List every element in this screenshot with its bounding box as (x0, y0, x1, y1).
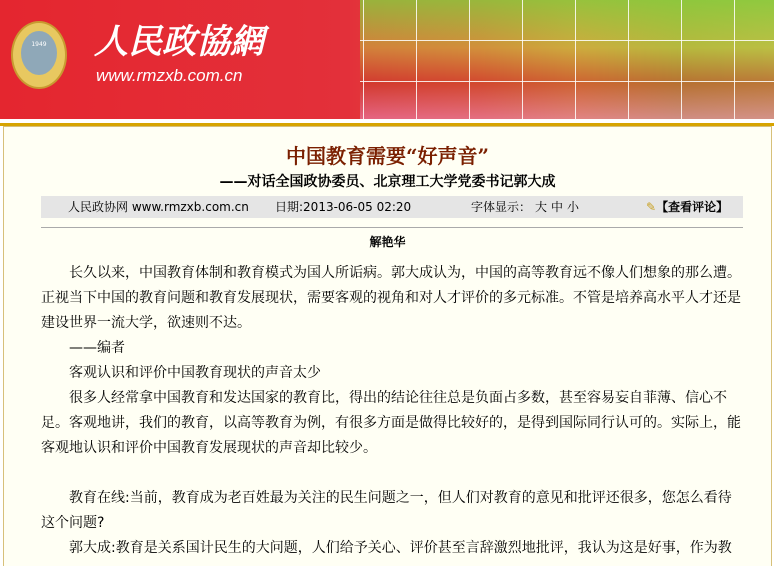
section-heading: 客观认识和评价中国教育现状的声音太少 (69, 365, 321, 381)
paragraph: ——编者 (69, 340, 125, 356)
font-large-link[interactable]: 大 (535, 200, 548, 214)
font-size-label: 字体显示： (471, 200, 532, 214)
article-body (41, 261, 741, 561)
article-container (3, 126, 772, 566)
article-source: 人民政协网 www.rmzxb.com.cn (68, 200, 249, 214)
paragraph: 很多人经常拿中国教育和发达国家的教育比，得出的结论往往总是负面占多数，甚至容易妄自菲薄、信心不足。客观地讲，我们的教育，以高等教育为例，有很多方面是做得比较好的，是得到国际同行认可的。实际上，能客观地认识和评价中国教育发展现状的声音却比较少。 (41, 390, 741, 456)
paragraph: 长久以来，中国教育体制和教育模式为国人所诟病。郭大成认为，中国的高等教育远不像人们想象的那么遭。正视当下中国的教育问题和教育发展现状，需要客观的视角和对人才评价的多元标准。不管是培养高水平人才还是建设世界一流大学，欲速则不达。 (41, 265, 741, 331)
paragraph: 郭大成:教育是关系国计民生的大问题，人们给予关心、评价甚至言辞激烈地批评，我认为这是好事，作为教 (69, 540, 732, 556)
font-medium-link[interactable]: 中 (551, 200, 564, 214)
comment-note-icon: ✎ (646, 200, 657, 214)
cppcc-emblem-icon (11, 21, 67, 89)
article-info-bar (41, 196, 743, 218)
site-logo[interactable]: 人民政協網 (94, 22, 264, 62)
font-size-selector (471, 196, 579, 218)
banner-grid-decoration (360, 0, 774, 119)
view-comments-label: 【查看评论】 (656, 200, 729, 214)
article-date: 日期:2013-06-05 02:20 (275, 200, 412, 214)
site-url: www.rmzxb.com.cn (96, 66, 243, 85)
emblem-year: 1949 (31, 41, 47, 48)
article-author: 解艳华 (369, 235, 406, 249)
view-comments-link[interactable] (646, 196, 728, 218)
divider (41, 227, 743, 228)
paragraph: 教育在线:当前，教育成为老百姓最为关注的民生问题之一，但人们对教育的意见和批评还很多，您怎么看待这个问题? (41, 490, 732, 531)
article-title: 中国教育需要“好声音” (285, 144, 489, 168)
font-small-link[interactable]: 小 (567, 200, 580, 214)
article-subtitle: ——对话全国政协委员、北京理工大学党委书记郭大成 (219, 174, 556, 190)
site-banner (0, 0, 774, 119)
